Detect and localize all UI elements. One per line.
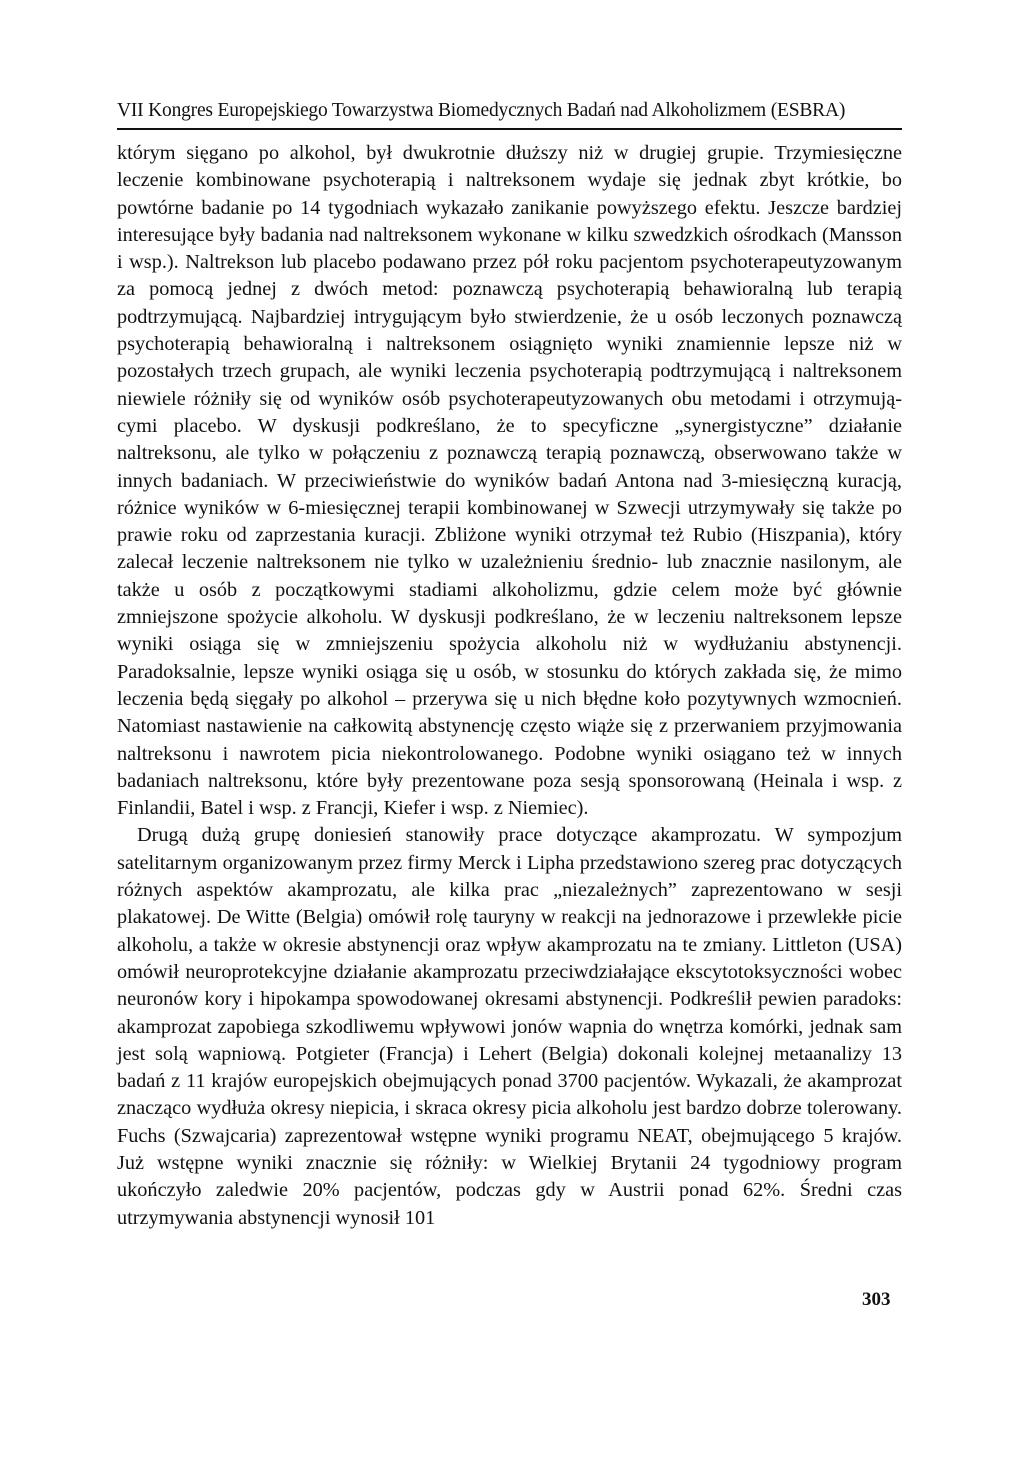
running-header: VII Kongres Europejskiego Towarzystwa Biomedycznych Badań nad Alkoholizmem (ESBRA) bbox=[117, 100, 846, 121]
paragraph-2: Drugą dużą grupę doniesień stanowiły prace dotyczące akamprozatu. W sympozjum satelitarnym organizowanym przez firmy Merck i Lipha przedstawiono szereg prac dotyczących różnych aspektów akamprozatu, ale kilka prac „niezależnych” zaprezentowano w sesji plakatowej. De Witte (Belgia) omówił rolę tauryny w reakcji na jednorazowe i przewlekłe picie alkoholu, a także w okresie abstynencji oraz wpływ akamprozatu na te zmiany. Littleton (USA) omówił neuroprotekcyjne działanie akamprozatu przeciwdziałające ekscytotoksyczności wobec neuronów kory i hipokampa spowodowanej okresami abstynencji. Podkreślił pewien paradoks: akamprozat zapobiega szkodliwemu wpływowi jonów wapnia do wnętrza komórki, jednak sam jest solą wapniową. Potgieter (Francja) i Lehert (Belgia) dokonali kolejnej metaanalizy 13 badań z 11 krajów europejskich obejmujących ponad 3700 pacjentów. Wykazali, że akamprozat znacząco wydłuża okresy niepicia, i skraca okresy picia alkoholu jest bardzo dobrze tolerowany. Fuchs (Szwajcaria) zaprezentował wstępne wyniki programu NEAT, obejmującego 5 krajów. Już wstępne wyniki znacznie się różniły: w Wielkiej Brytanii 24 tygodniowy program ukończyło zaledwie 20% pacjentów, podczas gdy w Austrii ponad 62%. Średni czas utrzymywania abstynencji wynosił 101 bbox=[117, 824, 902, 1229]
page-number: 303 bbox=[862, 1289, 891, 1310]
body-text bbox=[117, 140, 902, 1232]
header-rule bbox=[117, 128, 902, 130]
paragraph-1: którym sięgano po alkohol, był dwukrotnie dłuższy niż w drugiej grupie. Trzymiesięczne leczenie kombinowane psychoterapią i naltreksonem wydaje się jednak zbyt krótkie, bo powtórne badanie po 14 tygodniach wykazało zanikanie powyższego efektu. Jeszcze bardziej interesujące były badania nad naltreksonem wykonane w kilku szwedzkich ośrodkach (Mansson i wsp.). Naltrekson lub placebo podawano przez pół roku pacjentom psychoterapeutyzowanym za pomocą jednej z dwóch metod: poznawczą psychoterapią behawioralną lub terapią podtrzymującą. Najbardziej intrygującym było stwierdzenie, że u osób leczonych poznawczą psychoterapią behawioralną i naltreksonem osiągnięto wyniki znamiennie lepsze niż w pozostałych trzech grupach, ale wyniki leczenia psychoterapią podtrzymującą i naltreksonem niewiele różniły się od wyników osób psychoterapeutyzowanych obu metodami i otrzymującymi placebo. W dyskusji podkreślano, że to specyficzne „synergistyczne” działanie naltreksonu, ale tylko w połączeniu z poznawczą terapią poznawczą, obserwowano także w innych badaniach. W przeciwieństwie do wyników badań Antona nad 3-miesięczną kuracją, różnice wyników w 6-miesięcznej terapii kombinowanej w Szwecji utrzymywały się także po prawie roku od zaprzestania kuracji. Zbliżone wyniki otrzymał też Rubio (Hiszpania), który zalecał leczenie naltreksonem nie tylko w uzależnieniu średnio- lub znacznie nasilonym, ale także u osób z początkowymi stadiami alkoholizmu, gdzie celem może być głównie zmniejszone spożycie alkoholu. W dyskusji podkreślano, że w leczeniu naltreksonem lepsze wyniki osiąga się w zmniejszeniu spożycia alkoholu niż w wydłużaniu abstynencji. Paradoksalnie, lepsze wyniki osiąga się u osób, w stosunku do których zakłada się, że mimo leczenia będą sięgały po alkohol – przerywa się u nich błędne koło pozytywnych wzmocnień. Natomiast nastawienie na całkowitą abstynencję często wiąże się z przerwaniem przyjmowania naltreksonu i nawrotem picia niekontrolowanego. Podobne wyniki osiągano też w innych badaniach naltreksonu, które były prezentowane poza sesją sponsorowaną (Heinala i wsp. z Finlandii, Batel i wsp. z Francji, Kiefer i wsp. z Niemiec). bbox=[117, 142, 902, 820]
